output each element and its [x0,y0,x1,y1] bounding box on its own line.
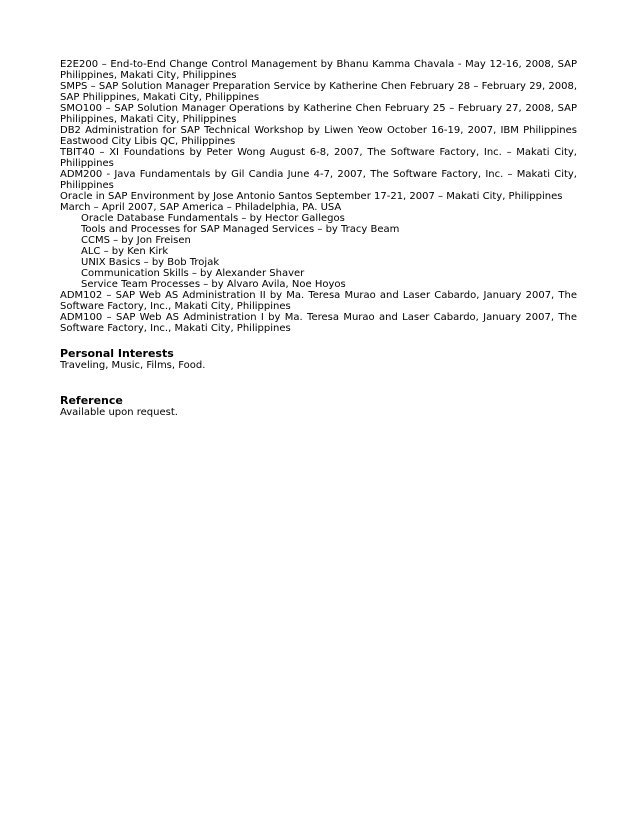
personal-interests-heading: Personal Interests [60,347,174,360]
training-entry: March – April 2007, SAP America – Philadelphia, PA. USA [60,202,342,213]
sub-training-entry: Communication Skills – by Alexander Shaver [81,268,305,279]
training-entry: ADM100 – SAP Web AS Administration I by Ma. Teresa Murao and Laser Cabardo, January 2007, The Software Factory, Inc., Makati City, Philippines [60,312,577,334]
reference-heading: Reference [60,394,123,407]
reference-section [60,394,577,418]
training-entry: SMO100 – SAP Solution Manager Operations by Katherine Chen February 25 – February 27, 2008, SAP Philippines, Makati City, Philippines [60,103,577,125]
sub-training-entry: Service Team Processes – by Alvaro Avila, Noe Hoyos [81,279,346,290]
training-entry: TBIT40 – XI Foundations by Peter Wong August 6-8, 2007, The Software Factory, Inc. – Makati City, Philippines [60,147,577,169]
training-entry: E2E200 – End-to-End Change Control Management by Bhanu Kamma Chavala - May 12-16, 2008, SAP Philippines, Makati City, Philippines [60,59,577,81]
training-entry: Oracle in SAP Environment by Jose Antonio Santos September 17-21, 2007 – Makati City, Philippines [60,191,563,202]
sub-training-entry: Oracle Database Fundamentals – by Hector Gallegos [81,213,345,224]
sub-training-entry: ALC – by Ken Kirk [81,246,169,257]
training-entry: DB2 Administration for SAP Technical Workshop by Liwen Yeow October 16-19, 2007, IBM Philippines Eastwood City Libis QC, Philippines [60,125,577,147]
training-entry: SMPS – SAP Solution Manager Preparation Service by Katherine Chen February 28 – February 29, 2008, SAP Philippines, Makati City, Philippines [60,81,577,103]
sub-training-entry: CCMS – by Jon Freisen [81,235,191,246]
training-entry: ADM102 – SAP Web AS Administration II by Ma. Teresa Murao and Laser Cabardo, January 2007, The Software Factory, Inc., Makati City, Philippines [60,290,577,312]
personal-interests-section [60,347,577,371]
personal-interests-text: Traveling, Music, Films, Food. [60,360,206,371]
sub-training-entry: UNIX Basics – by Bob Trojak [81,257,220,268]
sub-training-entry: Tools and Processes for SAP Managed Services – by Tracy Beam [81,224,400,235]
sub-trainings-list [60,213,577,290]
reference-text: Available upon request. [60,407,178,418]
training-entry: ADM200 - Java Fundamentals by Gil Candia June 4-7, 2007, The Software Factory, Inc. – Makati City, Philippines [60,169,577,191]
trainings-list [60,59,577,334]
